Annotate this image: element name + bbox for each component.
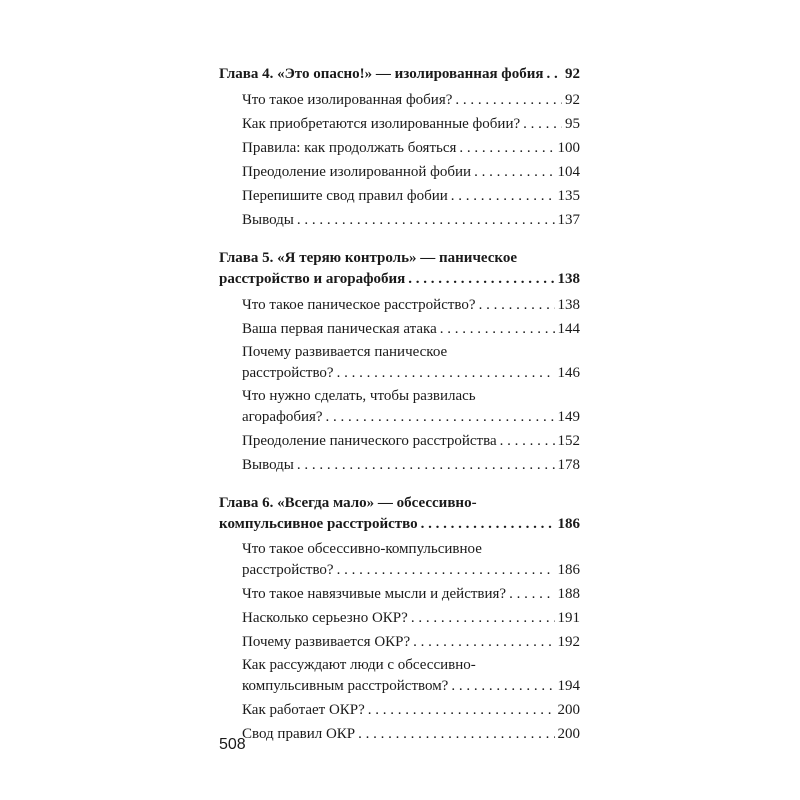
entry-title-cont: агорафобия?: [242, 409, 323, 425]
chapter-page: 138: [557, 271, 580, 287]
entry-title: Почему развивается ОКР?: [242, 634, 411, 650]
entry-page: 104: [557, 164, 580, 180]
entry-title: Что такое навязчивые мысли и действия?: [242, 586, 507, 602]
chapter-heading: [219, 248, 580, 290]
entry-page: 200: [557, 702, 580, 718]
entry-title: Свод правил ОКР: [242, 726, 356, 742]
table-of-contents: [219, 63, 580, 762]
entry-page: 152: [557, 433, 580, 449]
entry-page: 146: [557, 365, 580, 381]
leader-dots: [421, 513, 555, 535]
leader-dots: [451, 675, 554, 697]
toc-entry: [219, 539, 580, 581]
leader-dots: [479, 294, 555, 316]
entry-title: Выводы: [242, 212, 294, 228]
leader-dots: [411, 607, 555, 629]
toc-entry: [219, 723, 580, 745]
entry-page: 149: [557, 409, 580, 425]
chapter-5: [219, 248, 580, 476]
chapter-6: [219, 493, 580, 745]
entry-page: 135: [557, 188, 580, 204]
entry-title: Что такое изолированная фобия?: [242, 92, 453, 108]
entry-title: Что такое паническое расстройство?: [242, 297, 476, 313]
entry-title-cont: расстройство?: [242, 562, 334, 578]
chapter-page: 186: [557, 516, 580, 532]
leader-dots: [358, 723, 554, 745]
toc-entry: [219, 185, 580, 207]
entry-page: 144: [557, 321, 580, 337]
chapter-heading: [219, 493, 580, 535]
entry-title: Перепишите свод правил фобии: [242, 188, 448, 204]
entry-title: Как приобретаются изолированные фобии?: [242, 116, 521, 132]
toc-entry: [219, 318, 580, 340]
leader-dots: [500, 430, 555, 452]
entry-page: 186: [557, 562, 580, 578]
chapter-heading: [219, 63, 580, 85]
entry-title: Правила: как продолжать бояться: [242, 140, 457, 156]
leader-dots: [440, 318, 555, 340]
entry-title-cont: компульсивным расстройством?: [242, 678, 449, 694]
chapter-title: Глава 5. «Я теряю контроль» — паническое: [219, 250, 518, 266]
entry-page: 92: [565, 92, 580, 108]
leader-dots: [451, 185, 555, 207]
toc-entry: [219, 655, 580, 697]
leader-dots: [408, 268, 554, 290]
leader-dots: [509, 583, 554, 605]
entry-page: 192: [557, 634, 580, 650]
entry-title: Что такое обсессивно-компульсивное: [242, 541, 482, 557]
toc-entry: [219, 342, 580, 384]
entry-page: 100: [557, 140, 580, 156]
leader-dots: [297, 209, 555, 231]
toc-entry: [219, 161, 580, 183]
chapter-title: Глава 4. «Это опасно!» — изолированная фобия: [219, 66, 544, 82]
leader-dots: [474, 161, 554, 183]
toc-entry: [219, 583, 580, 605]
chapter-page: 92: [565, 66, 580, 82]
chapter-title-cont: расстройство и агорафобия: [219, 271, 406, 287]
toc-entry: [219, 430, 580, 452]
leader-dots: [413, 631, 554, 653]
entry-title: Как рассуждают люди с обсессивно-: [242, 657, 476, 673]
leader-dots: [455, 89, 562, 111]
toc-entry: [219, 454, 580, 476]
chapter-4: [219, 63, 580, 231]
leader-dots: [368, 699, 555, 721]
entry-title: Насколько серьезно ОКР?: [242, 610, 408, 626]
toc-entry: [219, 209, 580, 231]
leader-dots: [523, 113, 562, 135]
toc-entry: [219, 113, 580, 135]
entry-page: 200: [557, 726, 580, 742]
entry-page: 178: [557, 457, 580, 473]
entry-title: Выводы: [242, 457, 294, 473]
toc-entry: [219, 607, 580, 629]
entry-title: Преодоление панического расстройства: [242, 433, 497, 449]
toc-entry: [219, 89, 580, 111]
entry-page: 188: [557, 586, 580, 602]
entry-title: Что нужно сделать, чтобы развилась: [242, 388, 476, 404]
entry-title-cont: расстройство?: [242, 365, 334, 381]
leader-dots: [337, 362, 555, 384]
toc-entry: [219, 699, 580, 721]
toc-entry: [219, 137, 580, 159]
chapter-title: Глава 6. «Всегда мало» — обсессивно-: [219, 495, 477, 511]
toc-entry: [219, 386, 580, 428]
entry-page: 138: [557, 297, 580, 313]
page-number: 508: [219, 736, 246, 753]
toc-entry: [219, 631, 580, 653]
entry-page: 137: [557, 212, 580, 228]
leader-dots: [546, 63, 562, 85]
leader-dots: [459, 137, 554, 159]
entry-title: Преодоление изолированной фобии: [242, 164, 472, 180]
leader-dots: [326, 406, 555, 428]
toc-entry: [219, 294, 580, 316]
chapter-title-cont: компульсивное расстройство: [219, 516, 418, 532]
entry-page: 191: [557, 610, 580, 626]
leader-dots: [337, 559, 555, 581]
entry-page: 95: [565, 116, 580, 132]
leader-dots: [297, 454, 555, 476]
entry-title: Как работает ОКР?: [242, 702, 365, 718]
entry-title: Почему развивается паническое: [242, 344, 448, 360]
entry-title: Ваша первая паническая атака: [242, 321, 437, 337]
entry-page: 194: [557, 678, 580, 694]
